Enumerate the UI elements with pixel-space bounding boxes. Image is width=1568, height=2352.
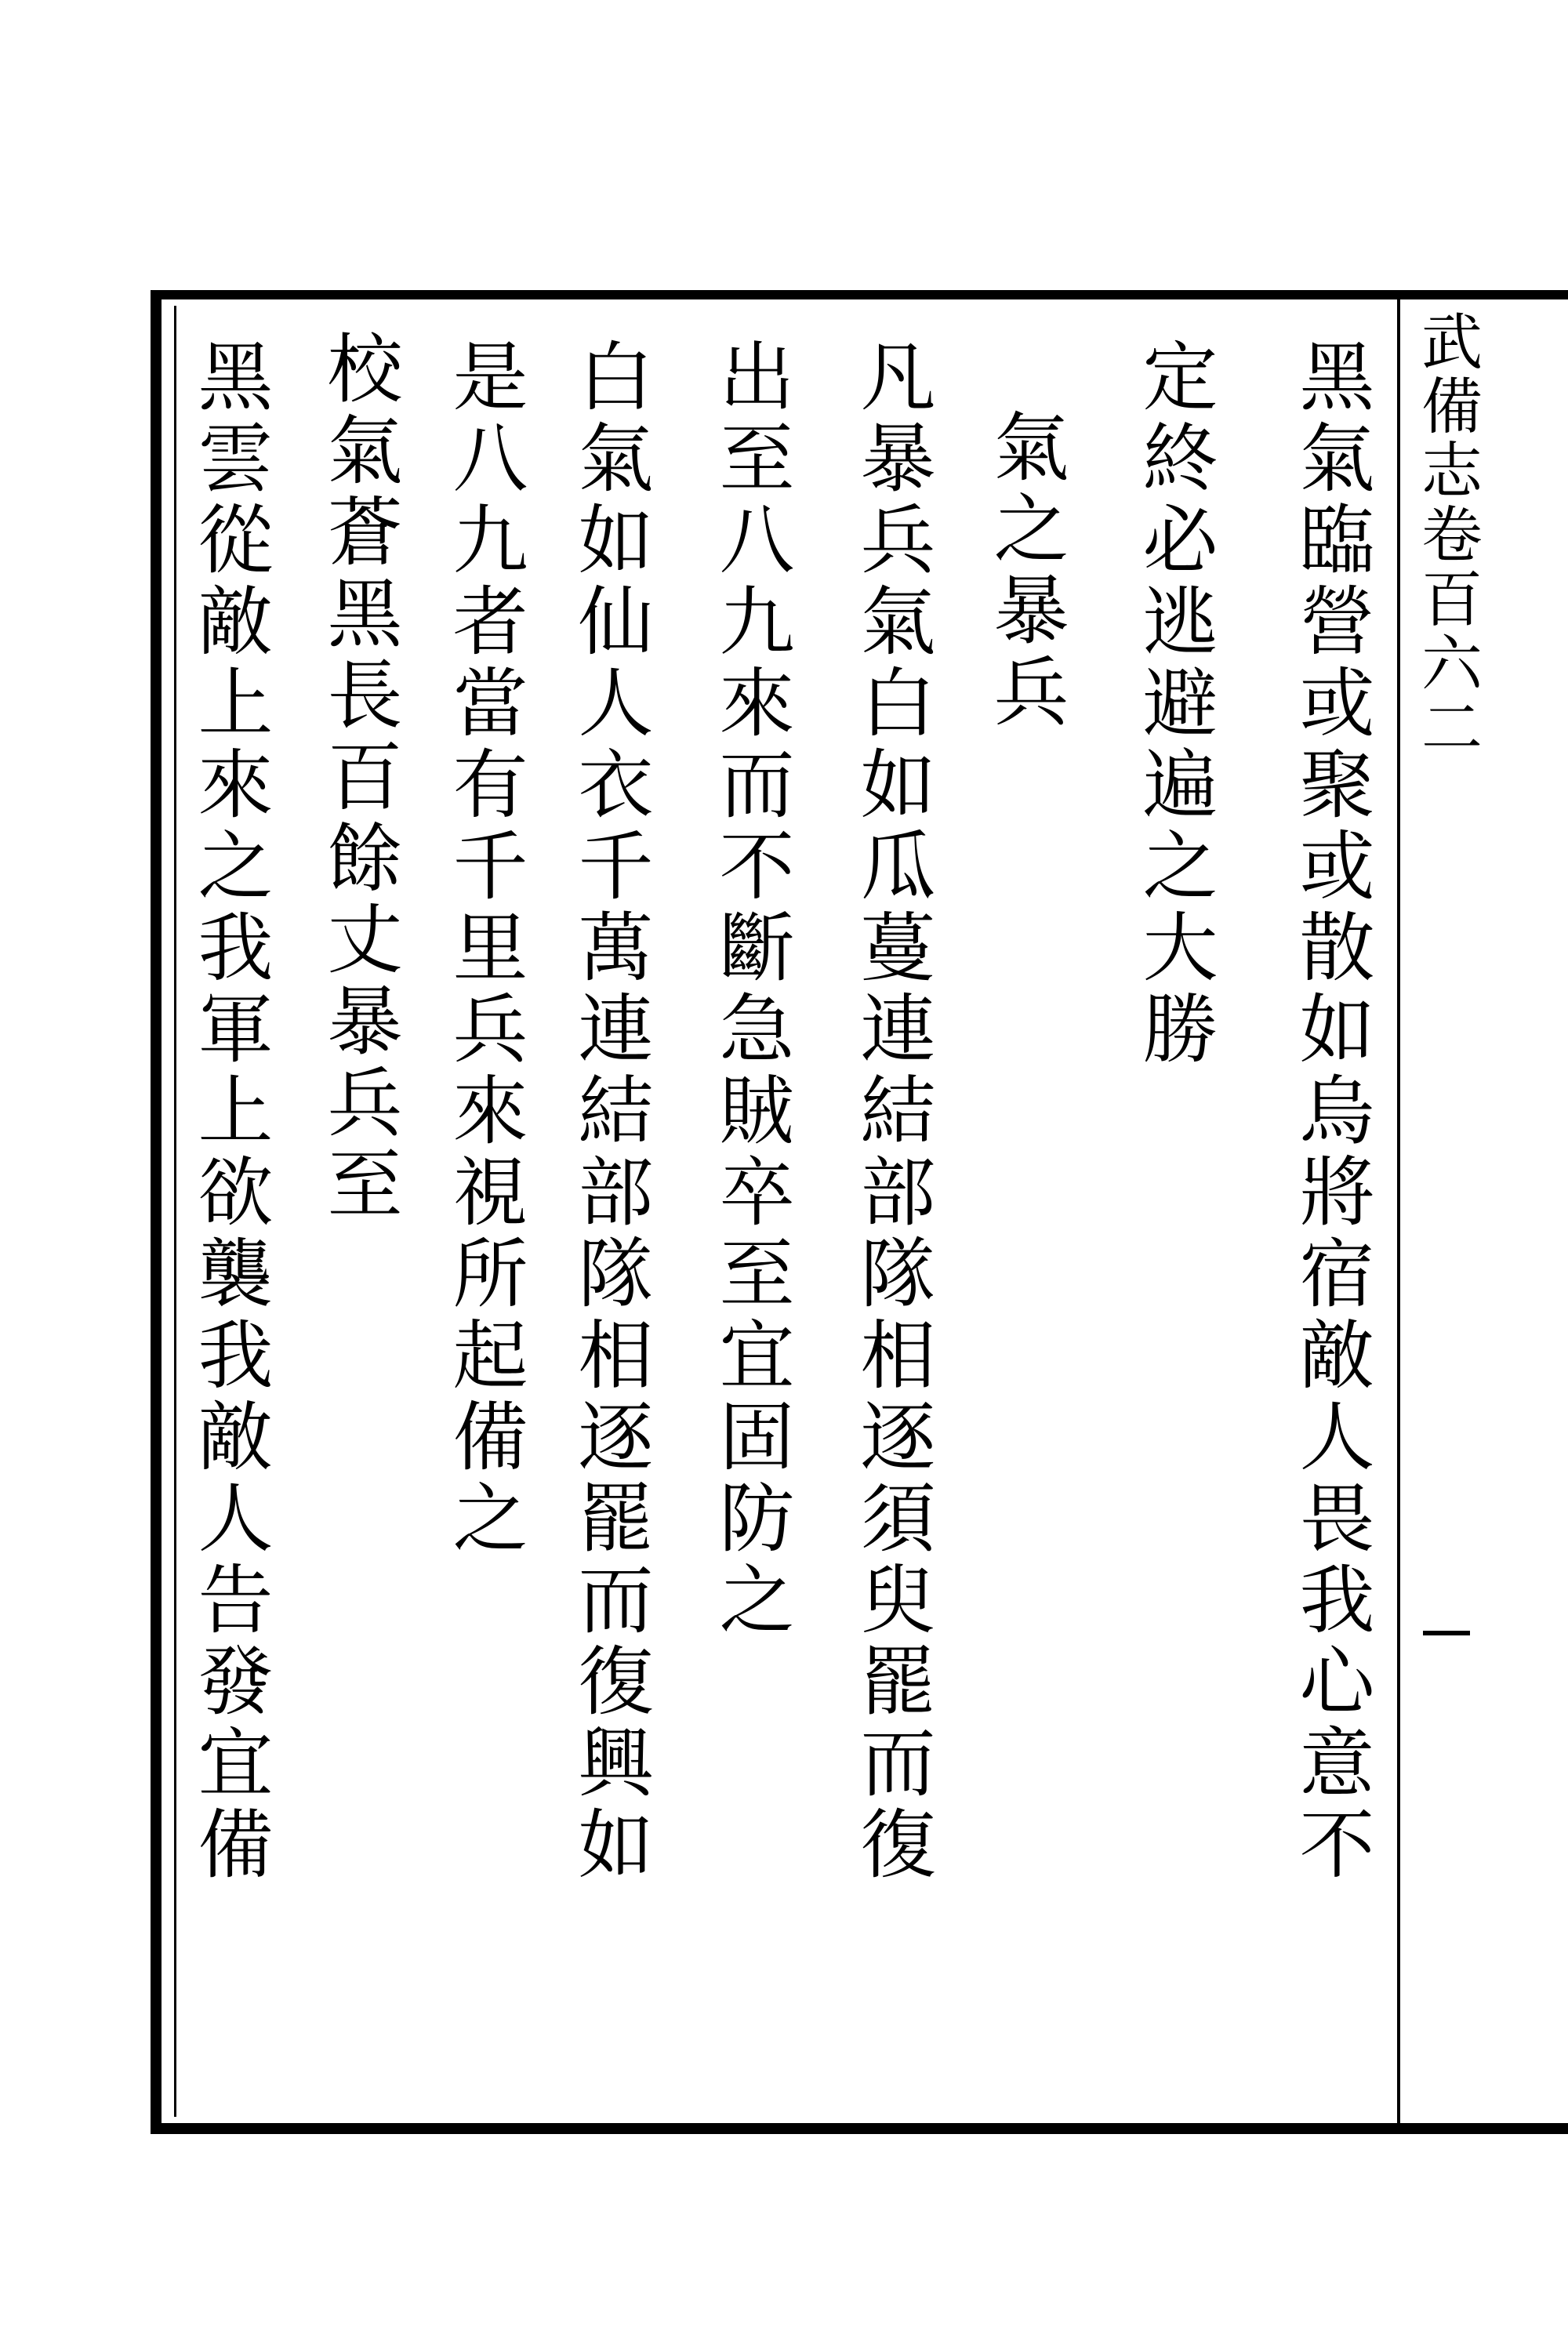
margin-page-mark <box>1423 1631 1470 1635</box>
text-column-8: 校氣蒼黑長百餘丈暴兵至 <box>315 329 403 1226</box>
text-column-2: 定終必逃避遍之大勝 <box>1131 337 1218 1071</box>
border-bottom-rule <box>151 2123 1568 2134</box>
border-left-rule <box>151 290 162 2132</box>
text-column-9: 黑雲從敵上來之我軍上欲襲我敵人告發宜備 <box>186 337 274 1886</box>
border-top-rule <box>151 290 1568 299</box>
text-column-5: 出至八九來而不斷急賊卒至宜固防之 <box>707 337 795 1642</box>
margin-title: 武備志卷百六二 <box>1411 310 1482 760</box>
border-inner-left-rule <box>174 306 176 2117</box>
text-column-6: 白氣如仙人衣千萬連結部隊相逐罷而復興如 <box>566 337 654 1886</box>
margin-divider-rule <box>1397 299 1400 2123</box>
text-column-7: 是八九者當有千里兵來視所起備之 <box>441 337 528 1560</box>
section-heading: 氣之暴兵 <box>982 408 1069 734</box>
text-column-4: 凡暴兵氣白如瓜蔓連結部隊相逐須臾罷而復 <box>848 337 936 1886</box>
text-column-1: 黑氣臨營或聚或散如烏將宿敵人畏我心意不 <box>1287 337 1375 1886</box>
